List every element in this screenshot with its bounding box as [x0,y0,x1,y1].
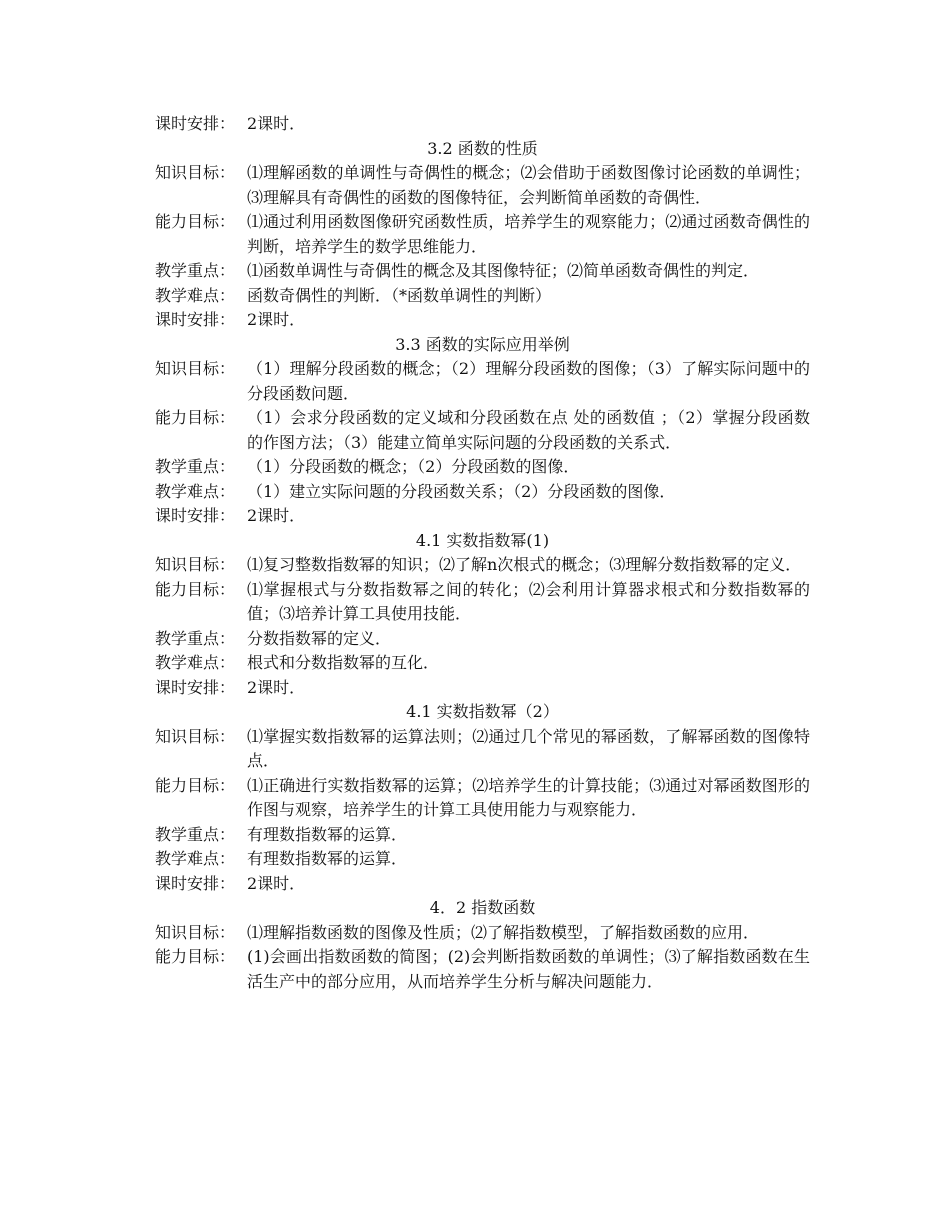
item-knowledge-goal [155,725,810,774]
item-difficulty [155,651,810,676]
item-text: （1）理解分段函数的概念；（2）理解分段函数的图像；（3）了解实际问题中的分段函数问题． [247,359,810,403]
item-text: ⑴掌握实数指数幂的运算法则；⑵通过几个常见的幂函数，了解幂函数的图像特点． [247,726,810,770]
item-difficulty [155,284,810,309]
item-text: （1）会求分段函数的定义域和分段函数在点 处的函数值 ；（2）掌握分段函数的作图方法；（3）能建立简单实际问题的分段函数的关系式． [247,408,810,452]
item-schedule [155,112,810,137]
section-4-1-part2 [155,700,810,896]
item-label: 教学重点： [155,824,236,844]
item-text: ⑴正确进行实数指数幂的运算；⑵培养学生的计算技能；⑶通过对幂函数图形的作图与观察，培养学生的计算工具使用能力与观察能力． [247,775,810,819]
item-label: 教学重点： [155,628,236,648]
item-label: 课时安排： [155,677,236,697]
item-text: ⑴掌握根式与分数指数幂之间的转化；⑵会利用计算器求根式和分数指数幂的值；⑶培养计算工具使用技能． [247,579,810,623]
item-text: 2课时． [247,677,306,697]
item-key-point [155,259,810,284]
item-label: 教学难点： [155,285,236,305]
item-label: 教学难点： [155,849,236,868]
item-text: 有理数指数幂的运算． [247,824,408,844]
item-ability-goal [155,774,810,823]
item-key-point [155,455,810,480]
item-text: 有理数指数幂的运算． [247,849,408,868]
item-label: 能力目标： [155,408,236,427]
item-difficulty [155,480,810,505]
item-label: 课时安排： [155,873,236,893]
item-knowledge-goal [155,357,810,406]
item-label: 能力目标： [155,579,236,599]
item-ability-goal [155,945,810,994]
item-text: （1）分段函数的概念；（2）分段函数的图像． [247,457,580,476]
item-text: 2课时． [247,873,306,893]
item-text: 根式和分数指数幂的互化． [247,653,440,672]
item-text: ⑴理解指数函数的图像及性质；⑵了解指数模型，了解指数函数的应用． [247,922,760,942]
item-text: 2课时． [247,310,306,329]
item-label: 知识目标： [155,726,236,746]
item-ability-goal [155,578,810,627]
item-text: （1）建立实际问题的分段函数关系；（2）分段函数的图像． [247,481,676,501]
item-label: 教学重点： [155,261,236,280]
item-text: 函数奇偶性的判断．（*函数单调性的判断） [247,285,552,305]
section-heading: 4.1 实数指数幂(1) [415,530,550,550]
section-4-1-part1 [155,529,810,701]
item-knowledge-goal [155,921,810,946]
section-4-2 [155,896,810,994]
item-key-point [155,823,810,848]
item-label: 教学重点： [155,457,236,476]
item-label: 知识目标： [155,555,236,574]
item-key-point [155,627,810,652]
section-3-2 [155,137,810,333]
item-label: 知识目标： [155,163,236,182]
item-text: (1)会画出指数函数的简图；(2)会判断指数函数的单调性；⑶了解指数函数在生活生产中的部分应用，从而培养学生分析与解决问题能力． [247,947,810,991]
item-text: ⑴复习整数指数幂的知识；⑵了解n次根式的概念；⑶理解分数指数幂的定义． [247,555,802,574]
item-schedule [155,872,810,897]
item-label: 教学难点： [155,481,236,501]
section-continuation [155,112,810,137]
section-heading: 4．2 指数函数 [429,898,536,917]
section-heading: 4.1 实数指数幂（2） [406,702,559,721]
item-schedule [155,308,810,333]
item-label: 知识目标： [155,922,236,942]
item-difficulty [155,847,810,872]
item-knowledge-goal [155,161,810,210]
item-text: ⑴通过利用函数图像研究函数性质，培养学生的观察能力；⑵通过函数奇偶性的判断，培养学生的数学思维能力． [247,212,810,256]
section-heading: 3.3 函数的实际应用举例 [395,334,570,354]
item-ability-goal [155,406,810,455]
item-label: 能力目标： [155,775,236,795]
item-label: 能力目标： [155,212,236,231]
item-text: 分数指数幂的定义． [247,628,392,648]
item-text: ⑴理解函数的单调性与奇偶性的概念；⑵会借助于函数图像讨论函数的单调性；⑶理解具有奇偶性的函数的图像特征，会判断简单函数的奇偶性． [247,163,810,207]
item-label: 课时安排： [155,506,236,525]
item-schedule [155,676,810,701]
item-label: 教学难点： [155,653,236,672]
item-text: 2课时． [247,114,306,133]
item-schedule [155,504,810,529]
section-heading: 3.2 函数的性质 [427,138,538,158]
section-3-3 [155,333,810,529]
item-label: 课时安排： [155,114,236,133]
item-label: 能力目标： [155,947,236,966]
item-label: 课时安排： [155,310,236,329]
item-ability-goal [155,210,810,259]
document-page [155,112,810,994]
item-text: 2课时． [247,506,306,525]
item-text: ⑴函数单调性与奇偶性的概念及其图像特征；⑵简单函数奇偶性的判定． [247,261,760,280]
item-label: 知识目标： [155,359,236,378]
item-knowledge-goal [155,553,810,578]
